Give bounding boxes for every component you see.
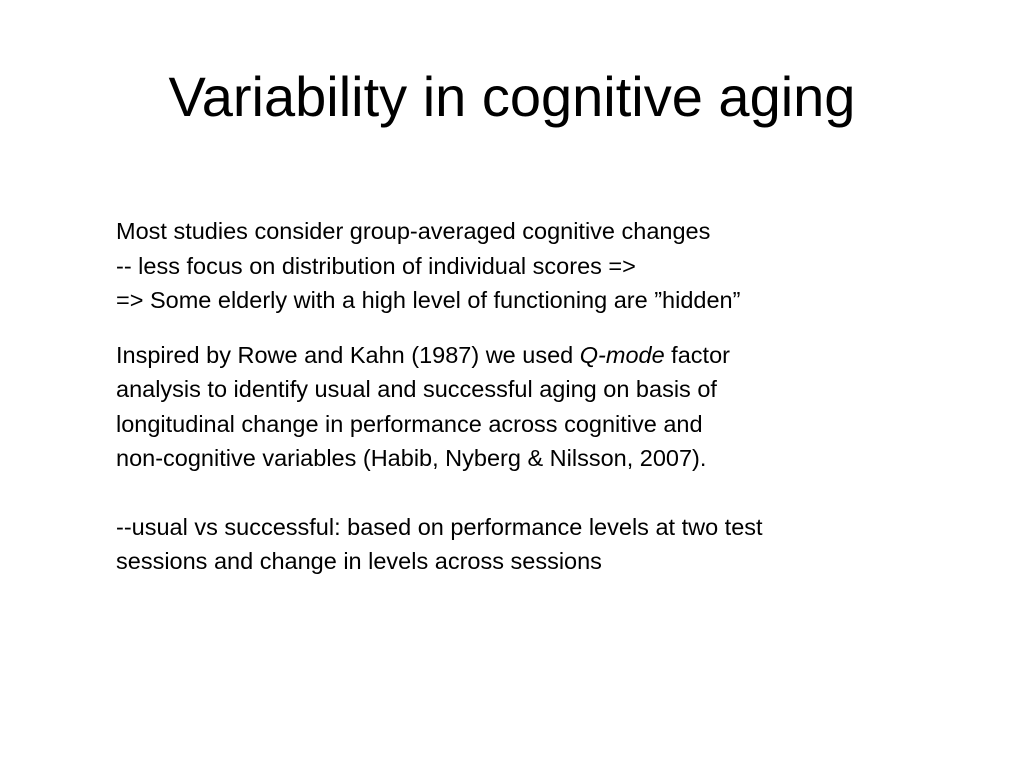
paragraph-q-mode-analysis xyxy=(116,338,996,476)
italic-term: Q-mode xyxy=(579,341,665,368)
text-segment: factor xyxy=(664,341,730,368)
text-line: non-cognitive variables (Habib, Nyberg & Nilsson, 2007). xyxy=(116,445,707,471)
text-line xyxy=(116,338,996,373)
text-segment: Inspired by Rowe and Kahn (1987) we used xyxy=(116,341,580,368)
text-line: sessions and change in levels across sessions xyxy=(116,548,602,574)
text-line: longitudinal change in performance across cognitive and xyxy=(116,410,703,437)
text-line: analysis to identify usual and successful aging on basis of xyxy=(116,376,717,402)
text-line: --usual vs successful: based on performance levels at two test xyxy=(116,513,763,540)
text-line: -- less focus on distribution of individual scores => xyxy=(116,252,636,279)
slide-body xyxy=(116,214,996,579)
slide-title: Variability in cognitive aging xyxy=(168,65,856,128)
text-line: Most studies consider group-averaged cognitive changes xyxy=(116,218,711,244)
paragraph-group-averaged xyxy=(116,214,996,318)
text-line: => Some elderly with a high level of functioning are ”hidden” xyxy=(116,287,741,313)
paragraph-usual-vs-successful xyxy=(116,510,996,579)
